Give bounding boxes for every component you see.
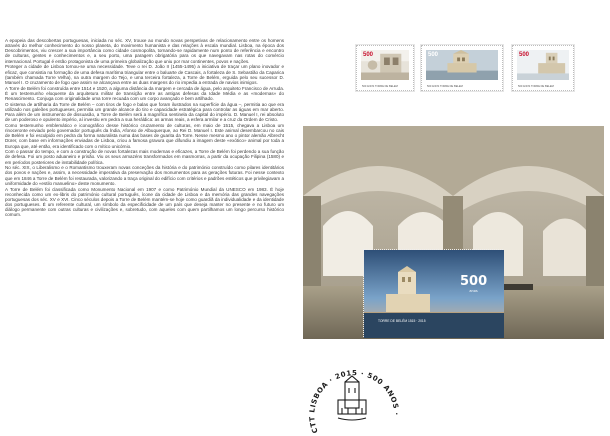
stamp-3 xyxy=(512,45,574,91)
paragraph-7: No séc. XIX, o Liberalismo e o Romantismo trouxeram novas conceções da história e do património construído como pilares identitários dos povos e nações e, assim, a necessidade imperativa da preservação dos monumentos para as gerações futuras. Foi nesse contexto que em 1846 a Torre de Belém foi restaurada, valorizando a traça original do edifício com critérios e padrões estéticos que privilegiavam a uniformidade do «estilo manuelino» deste monumento. xyxy=(5,165,284,186)
paragraph-4: O sistema de artilharia da Torre de Belém – com tiros de fogo e balas que foram ilustrados na superfície da água –, permitia ao que era utilizado nos galeões portugueses, permitia um grande alcance do tiro e capacidade estratégica para controlar as águas em mar aberto. Para além de um instrumento de dissuasão, a Torre de Belém será a magnífica sentinela da capital do império. D. Manuel I, rei absoluto de um poderoso e opulento império, aí investiu em pedra a sua heráldica: as armas reais, a esfera armilar e a cruz da Ordem de Cristo. xyxy=(5,101,284,123)
souvenir-sheet-stamp xyxy=(363,249,503,337)
souvenir-sheet-value xyxy=(460,274,487,293)
stamp-2-caption: 500 ANOS TORRE DE BELÉM xyxy=(427,85,463,88)
stamp-2-value: 500 xyxy=(428,52,439,58)
tower-at-dusk-image xyxy=(364,250,504,338)
text-column xyxy=(0,0,288,436)
paragraph-2: Proteger a cidade de Lisboa tornou-se uma necessidade. Teve o rei D. João II (1455-1495) a iniciativa de traçar um plano inovador e eficaz, que consistia na formação de uma defesa marítima triangular entre o baluarte de Cascais, a fortaleza de S. Sebastião da Caparica (também chamada Torre Velha), na outra margem do Tejo, e uma terceira fortaleza, a Torre de Belém, erguida pelo seu sucessor D. Manuel I. O cruzamento de fogo que assim se alcançava entre as duas margens do rio impedia a entrada de navios inimigos. xyxy=(5,64,284,85)
stamp-2 xyxy=(421,45,503,91)
paragraph-6: Com o passar do tempo, e com a construção de novas fortalezas mais modernas e eficazes, a Torre de Belém foi perdendo a sua função de defesa. Foi um posto aduaneiro e prisão. Viu os seus armazéns transformados em masmorras, a partir da ocupação Filipina (1580) e em períodos posteriores de instabilidade política. xyxy=(5,149,284,165)
paragraph-3: A Torre de Belém foi construída entre 1514 e 1520, a alguma distância da margem e cercada de água, pelo arquiteto Francisco de Arruda. É um testemunho eloquente da arquitetura militar de transição entre as antigas defesas da Idade Média e as «modernas» do Renascimento. Conjuga com originalidade uma torre recuada com um corpo avançado e bem artilhado. xyxy=(5,85,284,101)
souvenir-sheet-value-number: 500 xyxy=(460,274,488,289)
postmark xyxy=(298,360,404,436)
stamp-3-value: 500 xyxy=(519,52,530,58)
stamp-1-value: 500 xyxy=(363,52,374,58)
souvenir-sheet-value-sub: anos xyxy=(469,289,478,293)
stamp-1 xyxy=(356,45,414,91)
stamp-1-caption: 500 ANOS TORRE DE BELÉM xyxy=(362,85,398,88)
postmark-ring-text: CTT LISBOA · 2015 · 500 ANOS · xyxy=(308,369,401,435)
postmark-stamp-icon xyxy=(298,360,404,436)
paragraph-5: Como testemunho emblemático e iconográfico desse histórico cruzamento de culturas, em maio de 1515, chegava a Lisboa um rinoceronte enviado pelo governador português da Índia, Afonso de Albuquerque, ao Rei D. Manuel I. Este animal desembarcou no cais de Belém e foi esculpido em pedra da forma naturalista numa das bases de guarita da Torre. Nesse mesmo ano o pintor alemão Albrecht Dürer, com base em informações enviadas de Lisboa, criou a famosa gravura que difundiu a imagem deste «exótico» animal por toda a Europa que, até então, era identificado com o mítico unicórnio. xyxy=(5,122,284,149)
paragraph-1: A epopeia das descobertas portuguesas, iniciada no séc. XV, trouxe ao mundo novas perspetivas de relacionamento entre os homens através do melhor conhecimento do nosso planeta, do movimento humanista e das relações à escala mundial. Lisboa, na época dos Descobrimentos, viu crescer a sua importância como cidade cosmopolita, tornando-se rapidamente num ponto de referência e encontro de culturas, gentes e conhecimentos e, a seu porto, uma paragem obrigatória para os que navegavam nas rotas do comércio internacional. Portugal é então protagonista de uma primeira globalização que uniu por mar continentes, povos e nações. xyxy=(5,38,284,64)
paragraph-8: A Torre de Belém foi classificada como Monumento Nacional em 1907 e como Património Mundial da UNESCO em 1983. É hoje reconhecida como um ex-libris do património cultural português, ícone da cidade de Lisboa e da memória das grandes navegações portuguesas dos séc. XV e XVI. Cinco séculos depois a Torre de Belém mantém-se hoje como guardiã da individualidade e da identidade dos portugueses. É um referente cultural, um símbolo da especificidade de um país que deseja manter no presente e no futuro um diálogo permanente com outras culturas e civilizações e, sobretudo, com aqueles com quem partilhamos um longo percurso histórico comum. xyxy=(5,186,284,218)
souvenir-sheet-label: TORRE DE BELÉM 1515 · 2015 xyxy=(378,319,426,323)
stamp-3-caption: 500 ANOS TORRE DE BELÉM xyxy=(518,85,554,88)
svg-text:CTT LISBOA · 2015 · 500 ANOS · xyxy=(298,360,400,434)
